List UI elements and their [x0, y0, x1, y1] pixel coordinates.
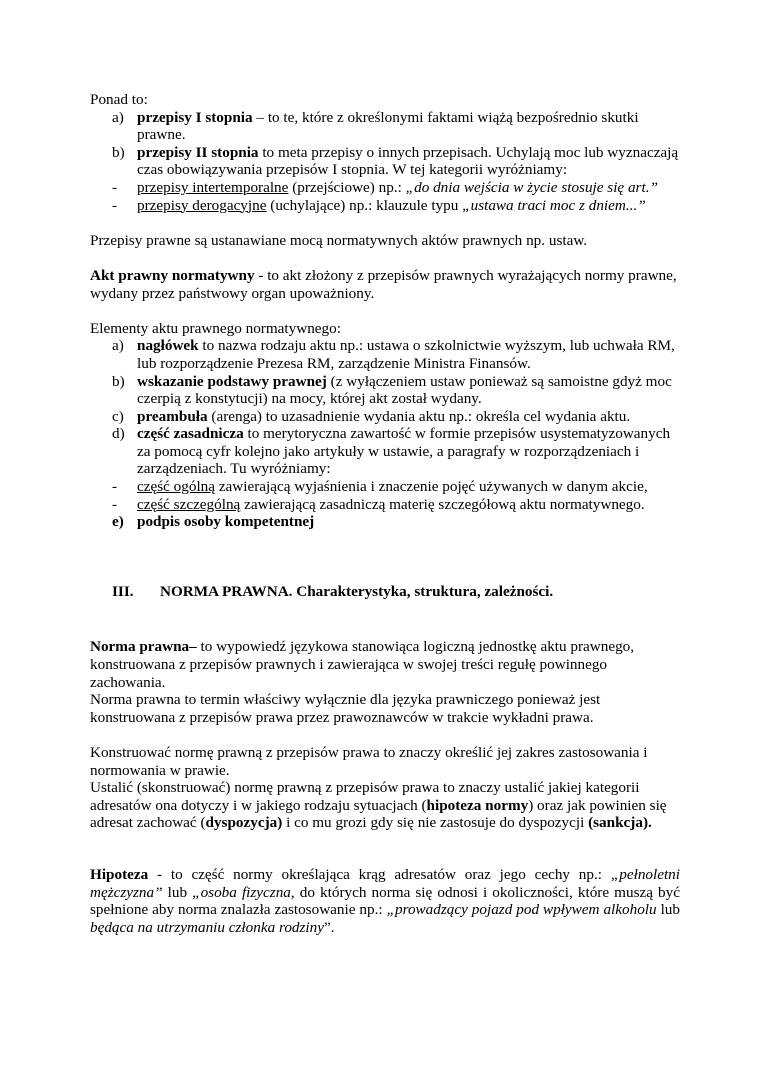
list-marker: e) [112, 513, 124, 531]
paragraph-norm-term: Norma prawna to termin właściwy wyłącznie dla języka prawniczego ponieważ jest konstruowana z przepisów prawa przez prawoznawców w trakcie wykładni prawa. [90, 691, 601, 726]
paragraph-hypothesis [90, 866, 680, 936]
text-run: lub [656, 901, 680, 919]
paragraph-norm-definition [90, 638, 680, 691]
term-normative-act: Akt prawny normatywny [90, 266, 255, 284]
section-heading [90, 583, 680, 601]
term-signature: podpis osoby kompetentnej [137, 513, 315, 531]
list-item [90, 425, 680, 478]
term-second-level: przepisy II stopnia [137, 143, 259, 161]
definition-text: to meta przepisy o innych przepisach. Uchylają moc lub wyznaczają czas obowiązywania przepisów I stopnia. W tej kategorii wyróżniamy: [137, 143, 679, 179]
definition-text: zawierającą zasadniczą materię szczegółową aktu normatywnego. [240, 495, 645, 513]
list-marker: - [112, 196, 118, 214]
text-run: lub [162, 883, 193, 901]
example-text: „do dnia wejścia w życie stosuje się art.” [405, 178, 658, 196]
definition-text: zawierającą wyjaśnienia i znaczenie pojęć używanych w danym akcie, [215, 478, 648, 496]
list-marker: d) [112, 425, 125, 443]
term-sanction: (sankcja). [588, 814, 652, 832]
definition-text: - to akt złożony z przepisów prawnych wyrażających normy prawne, wydany przez państwowy organ upoważniony. [90, 266, 677, 302]
term-hypothesis-heading: Hipoteza [90, 865, 149, 883]
text-run: ) oraz jak powinien się adresat zachować ( [90, 796, 667, 832]
definition-text: (z wyłączeniem ustaw ponieważ są samoistne gdyż moc czerpią z konstytucji) na mocy, której akt został wydany. [137, 372, 672, 408]
paragraph-act-definition [90, 267, 680, 302]
term-disposition: dyspozycja) [205, 814, 283, 832]
list-item [90, 373, 680, 408]
text-run: ”. [323, 918, 335, 936]
term-first-level: przepisy I stopnia [137, 108, 253, 126]
text-run: i co mu grozi gdy się nie zastosuje do dyspozycji [282, 814, 589, 832]
list-marker: - [112, 178, 118, 196]
definition-text: to wypowiedź językowa stanowiąca logiczną jednostkę aktu prawnego, konstruowana z przepisów prawnych i zawierająca w swojej treści regułę powinnego zachowania. [90, 638, 635, 691]
list-item [90, 109, 680, 144]
text-run: Ustalić (skonstruować) normę prawną z przepisów prawa to znaczy ustalić jakiej kategorii adresatów ona dotyczy i w jakiego rodzaju sytuacjach ( [90, 779, 640, 814]
term-legal-basis: wskazanie podstawy prawnej [137, 372, 327, 390]
document-page [90, 91, 680, 936]
definition-text: – to te, które z określonymi faktami wiążą bezpośrednio skutki prawne. [137, 108, 639, 144]
list-item [90, 197, 680, 215]
text-run: - to część normy określająca krąg adresatów oraz jego cechy np.: [148, 865, 611, 883]
elements-intro: Elementy aktu prawnego normatywnego: [90, 319, 341, 337]
list-marker: a) [112, 337, 124, 355]
term-derogatory: przepisy derogacyjne [137, 196, 267, 214]
paragraph-established: Przepisy prawne są ustanawiane mocą normatywnych aktów prawnych np. ustaw. [90, 231, 588, 249]
definition-text: to nazwa rodzaju aktu np.: ustawa o szkolnictwie wyższym, lub uchwała RM, lub rozporządzenie Prezesa RM, zarządzenie Ministra Finansów. [137, 337, 675, 372]
paragraph-construct: Konstruować normę prawną z przepisów prawa to znaczy określić jej zakres zastosowania i normowania w prawie. [90, 744, 648, 779]
example-text: „prowadzący pojazd pod wpływem alkoholu [386, 901, 657, 919]
example-text: „pełnoletni mężczyzna” [90, 865, 680, 901]
example-text: będąca na utrzymaniu członka rodziny [90, 918, 324, 936]
list-item [90, 478, 680, 496]
list-item [90, 337, 680, 372]
list-marker: c) [112, 407, 124, 425]
definition-text: (uchylające) np.: klauzule typu [266, 196, 463, 214]
term-preamble: preambuła [137, 407, 208, 425]
list-item [90, 179, 680, 197]
term-main-part: część zasadnicza [137, 425, 244, 443]
definition-text: (przejściowe) np.: [288, 178, 406, 196]
list-marker: - [112, 495, 118, 513]
list-marker: - [112, 478, 118, 496]
definition-text: (arenga) to uzasadnienie wydania aktu np.: określa cel wydania aktu. [207, 407, 631, 425]
intro-line: Ponad to: [90, 91, 148, 108]
list-item [90, 496, 680, 514]
example-text: „ustawa traci moc z dniem...” [462, 196, 646, 214]
list-marker: b) [112, 372, 125, 390]
list-item [90, 513, 680, 531]
term-specific-part: część szczególną [137, 495, 241, 513]
list-item [90, 144, 680, 179]
section-number: III. [112, 582, 134, 600]
list-marker: b) [112, 143, 125, 161]
term-hypothesis: hipoteza normy [426, 796, 529, 814]
term-general-part: część ogólną [137, 478, 216, 496]
list-marker: a) [112, 108, 124, 126]
term-intertemporal: przepisy intertemporalne [137, 178, 289, 196]
term-heading: nagłówek [137, 337, 199, 355]
list-item [90, 408, 680, 426]
paragraph-establish [90, 779, 680, 832]
text-run: , do których norma się odnosi i okoliczności, które muszą być spełnione aby norma znalazła zastosowanie np.: [90, 883, 680, 919]
definition-text: to merytoryczna zawartość w formie przepisów usystematyzowanych za pomocą cyfr kolejno jako artykuły w ustawie, a paragrafy w rozporządzeniach i zarządzeniach. Tu wyróżniamy: [137, 425, 671, 478]
section-title: NORMA PRAWNA. Charakterystyka, struktura, zależności. [160, 582, 554, 600]
term-legal-norm: Norma prawna– [90, 638, 197, 656]
example-text: „osoba fizyczna [192, 883, 291, 901]
